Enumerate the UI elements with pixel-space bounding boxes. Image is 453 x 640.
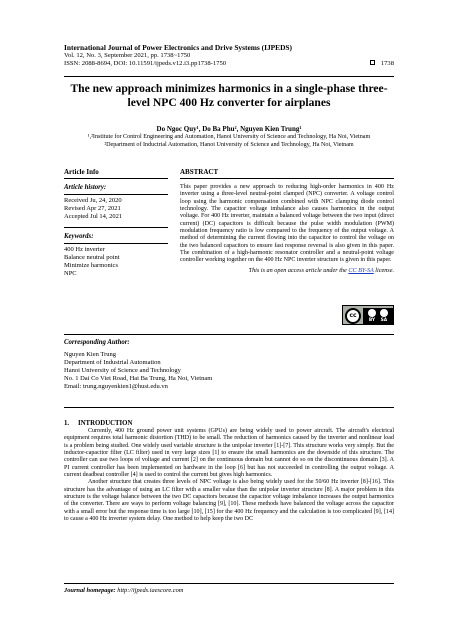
corresponding-name: Nguyen Kien Trung (64, 351, 117, 358)
section-number: 1. (64, 420, 70, 427)
article-info-column (64, 168, 168, 278)
corresponding-address: No. 1 Dai Co Viet Road, Hai Ba Trung, Ha Noi, Vietnam (64, 375, 213, 382)
issn-line: ISSN: 2088-8694, DOI: 10.11591/ijpeds.v12.i3.pp1738-1750 (64, 60, 227, 67)
paper-title: The new approach minimizes harmonics in a single-phase three-level NPC 400 Hz converter for airplanes (70, 82, 388, 109)
footer-label: Journal homepage: (64, 587, 118, 594)
square-icon (370, 60, 375, 65)
keyword-item: Balance neutral point (64, 254, 120, 261)
affiliation-2: ²Department of Inductrial Automation, Hanoi University of Science and Technology, Ha Noi, Vietnam (104, 141, 354, 148)
journal-name: International Journal of Power Electronics and Drive Systems (IJPEDS) (64, 43, 293, 52)
corresponding-dept: Department of Industrial Automation (64, 359, 161, 366)
abstract-heading: ABSTRACT (180, 168, 394, 179)
history-list (64, 197, 168, 221)
keyword-item: Minimize harmonics (64, 262, 118, 269)
article-info-heading: Article Info (64, 168, 168, 179)
intro-paragraph-1: Currently, 400 Hz ground power unit systems (GPUs) are being widely used to power aircraft. The aircraft's electrical equipment requires total harmonic distortion (THD) to be small. The reduction of harmonics caused by the inverter and nonlinear load is a problem being studied. One widely used variable structure is the unipolar inverter [1]-[7]. This structure works very simply. But the inductor-capacitor filter (LC filter) used in very large sizes [1] to ensure the small harmonics are the downside of this structure. The controller can use two loops of voltage and current [2] on the continuous domain but cannot do so on the discontinuous domain [3]. A PI current controller has been implemented on hardware in the loop [6] but has not succeeded in controlling the output voltage. A current deadbeat controller [4] is used to control the current but gives high harmonics. (64, 428, 394, 479)
page-number-block (370, 60, 394, 68)
introduction-heading (64, 419, 394, 428)
keywords-list (64, 246, 168, 278)
history-received: Received Ju, 24, 2020 (64, 197, 122, 204)
author-list: Do Ngoc Quy¹, Do Ba Phu², Nguyen Kien Trung¹ (156, 125, 302, 133)
corresponding-details (64, 351, 394, 391)
corresponding-email[interactable]: Email: trung.nguyenkien1@hust.edu.vn (64, 383, 168, 390)
badge-labels: BY SA (368, 318, 388, 323)
abstract-text: This paper provides a new approach to reducing high-order harmonics in 400 Hz inverter using a three-level neutral-point clamped (NPC) converter. A voltage control loop using the harmonic compensation combined with NPC clamping diode control technology. The capacitor voltage imbalance also causes harmonics in the output voltage. For 400 Hz inverter, maintain a balanced voltage between the two input (direct current) (DC) capacitors is difficult because the pulse width modulation (PWM) modulation frequency ratio is low compared to the frequency of the output voltage. A method of determining the current flowing into the capacitor to control the voltage on the two balanced capacitors to ensure fast response reversal is also given in this paper. The combination of a high-harmonic resonator controller and a neutral-point voltage controller working together on the 400 Hz NPC inverter structure is given in this paper. (180, 184, 394, 264)
header-rule (64, 76, 394, 77)
keywords-heading: Keywords: (64, 232, 168, 244)
cc-by-sa-link[interactable]: CC BY-SA (348, 266, 374, 274)
journal-header (64, 43, 394, 68)
corresponding-univ: Hanoi University of Science and Technology (64, 367, 181, 374)
creative-commons-icon: cc (345, 308, 361, 324)
keyword-item: 400 Hz inverter (64, 246, 105, 253)
history-heading: Article history: (64, 183, 168, 195)
volume-line: Vol. 12, No. 3, September 2021, pp. 1738~1750 (64, 52, 191, 59)
attribution-icon (368, 309, 376, 317)
corresponding-bottom-rule (64, 407, 394, 408)
section-title: INTRODUCTION (78, 420, 133, 427)
journal-footer (64, 587, 183, 595)
history-accepted: Accepted Jul 14, 2021 (64, 213, 123, 220)
affiliations (64, 134, 394, 149)
keyword-item: NPC (64, 270, 77, 277)
history-rule (64, 227, 168, 228)
license-note (180, 267, 394, 275)
license-terms-box (363, 308, 393, 324)
history-revised: Revised Apr 27, 2021 (64, 205, 121, 212)
corresponding-author-block (64, 334, 394, 391)
page-number: 1738 (380, 60, 394, 67)
abstract-column (180, 168, 394, 323)
introduction-section (64, 419, 394, 523)
intro-paragraph-2: Another structure that creates three levels of NPC voltage is also being widely used for the 50/60 Hz inverter [8]-[16]. This structure has the advantage of using an LC filter with a smaller value than the unipolar inverter structure [8]. A major problem in this structure is the voltage balance between the two DC capacitors because the capacitor voltage imbalance increases the output harmonics of the converter. There are ways to perform voltage balancing [9], [10]. These methods have balanced the voltage across the capacitor with a small error but the response time is too large [10], [15] for the 400 Hz frequency and the calculation is too complicated [9], [14] to cause a 400 Hz inverter system delay. One method to help keep the two DC (64, 479, 394, 523)
license-end: license. (373, 266, 394, 274)
share-alike-icon (380, 309, 388, 317)
cc-by-sa-badge[interactable] (342, 305, 394, 325)
corresponding-top-rule (64, 334, 394, 335)
license-text: This is an open access article under the (248, 266, 349, 274)
issn-row (64, 60, 394, 68)
footer-rule (64, 583, 394, 584)
journal-homepage-link[interactable]: http://ijpeds.iaescore.com (117, 587, 184, 594)
corresponding-heading: Corresponding Author: (64, 339, 130, 346)
affiliation-1: ¹,²Institute for Control Engineering and Automation, Hanoi University of Science and Technology, Ha Noi, Vietnam (87, 134, 371, 140)
